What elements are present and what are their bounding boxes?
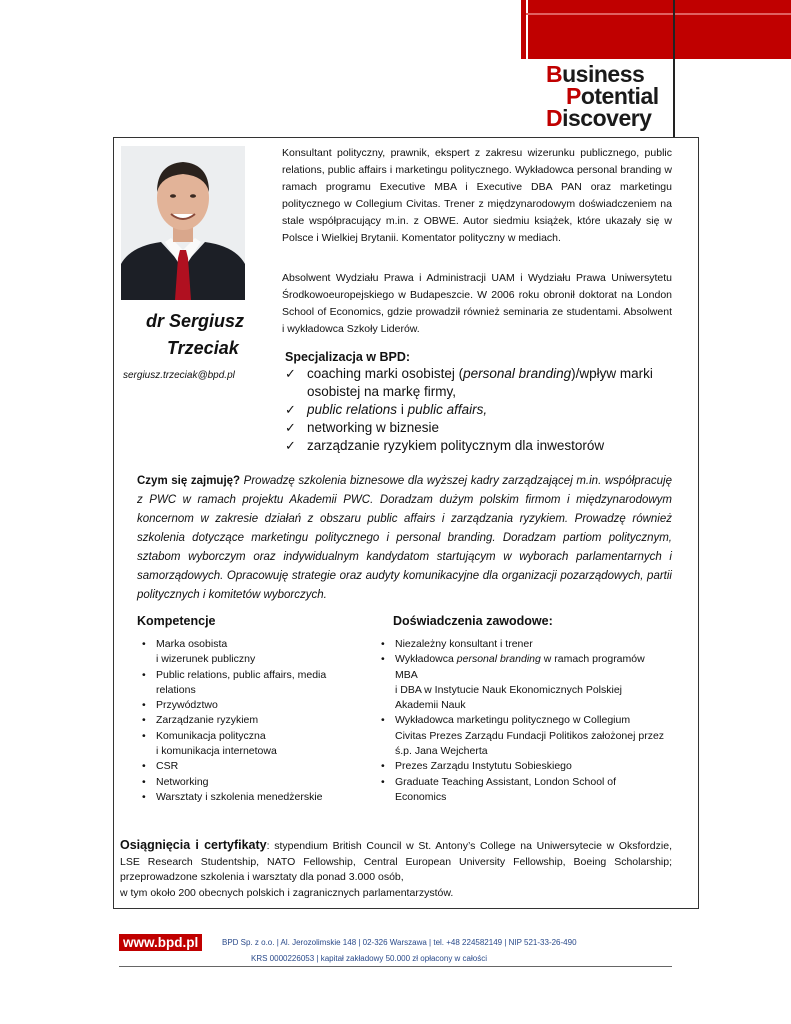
- experience-heading: Doświadczenia zawodowe:: [393, 614, 553, 628]
- competences-list: [140, 637, 360, 805]
- checkmark-icon: ✓: [285, 420, 296, 435]
- list-item: • Wykładowca personal branding w ramach programów MBA i DBA w Instytucie Nauk Ekonomicznych Polskiej Akademii Nauk: [381, 653, 645, 712]
- website-link[interactable]: www.bpd.pl: [119, 934, 202, 951]
- list-item: • Warsztaty i szkolenia menedżerskie: [142, 790, 323, 803]
- list-item: • Public relations, public affairs, media relations: [142, 668, 327, 696]
- footer-divider: [119, 966, 672, 967]
- checkmark-icon: ✓: [285, 402, 296, 417]
- person-name-line2: Trzeciak: [167, 338, 239, 358]
- achievements-heading: Osiągnięcia i certyfikaty: [120, 838, 267, 852]
- list-item: ✓ public relations i public affairs,: [285, 402, 488, 417]
- list-item: • Wykładowca marketingu politycznego w Collegium Civitas Prezes Zarządu Fundacji Politikos założonej przez ś.p. Jana Wejcherta: [381, 714, 665, 758]
- email-address[interactable]: sergiusz.trzeciak@bpd.pl: [123, 370, 235, 381]
- list-item: • Przywództwo: [142, 699, 218, 712]
- experience-list: [379, 637, 679, 805]
- header-vertical-rule: [673, 0, 675, 137]
- what-i-do-label: Czym się zajmuję?: [137, 475, 241, 487]
- competences-heading: Kompetencje: [137, 614, 216, 628]
- intro-paragraph-2: Absolwent Wydziału Prawa i Administracji UAM i Wydziału Prawa Uniwersytetu Środkowoeuropejskiego w Budapeszcie. W 2006 roku obronił doktorat na London School of Economics, gdzie prowadził również seminaria ze studentami. Absolwent i wykładowca Szkoły Liderów.: [282, 272, 672, 335]
- person-name-line1: dr Sergiusz: [146, 311, 245, 331]
- list-item: • CSR: [142, 760, 179, 773]
- list-item: ✓ coaching marki osobistej (personal branding)/wpływ marki osobistej na markę firmy,: [285, 366, 653, 399]
- header-red-bar: [521, 0, 791, 59]
- footer-registration: KRS 0000226053 | kapitał zakładowy 50.000 zł opłacony w całości: [251, 954, 487, 963]
- list-item: • Graduate Teaching Assistant, London School of Economics: [381, 775, 617, 803]
- specialization-list: [285, 365, 685, 455]
- list-item: ✓ networking w biznesie: [285, 420, 440, 435]
- what-i-do-paragraph: Czym się zajmuję? Prowadzę szkolenia biznesowe dla wyższej kadry zarządzającej m.in. współpracuję z PWC w ramach projektu Akademii PWC. Doradzam dużym polskim firmom i międzynarodowym koncernom w zakresie działań z obszaru public affairs i zarządzania ryzykiem. Prowadzę również szkolenia dotyczące marketingu politycznego i personal branding. Doradzam partiom politycznym, sztabom wyborczym oraz indywidualnym kandydatom startującym w wyborach parlamentarnych i samorządowych. Opracowuję strategie oraz audyty komunikacyjne dla organizacji pozarządowych, partii politycznych i komitetów wyborczych.: [137, 475, 672, 601]
- company-logo: Business Potential Discovery: [546, 61, 659, 131]
- list-item: • Prezes Zarządu Instytutu Sobieskiego: [381, 760, 572, 773]
- checkmark-icon: ✓: [285, 438, 296, 453]
- achievements-paragraph: Osiągnięcia i certyfikaty: stypendium British Council w St. Antony’s College na Uniwersytecie w Oksfordzie, LSE Research Studentship, NATO Fellowship, Central European University Fellowship, Boeing Scholarship; przeprowadzone szkolenia i warsztaty dla ponad 3.000 osób, w tym około 200 obecnych polskich i zagranicznych parlamentarzystów.: [120, 838, 672, 899]
- header-bar-divider: [526, 0, 528, 59]
- list-item: • Niezależny konsultant i trener: [381, 638, 533, 650]
- list-item: ✓ zarządzanie ryzykiem politycznym dla inwestorów: [285, 438, 605, 453]
- list-item: • Networking: [142, 775, 209, 788]
- intro-paragraph-1: Konsultant polityczny, prawnik, ekspert z zakresu wizerunku publicznego, public relations, public affairs i marketingu politycznego. Wykładowca personal branding w ramach programu Executive MBA i Executive DBA PAN oraz marketingu politycznego w Collegium Civitas. Trener z międzynarodowym doświadczeniem na stale współpracujący m.in. z OBWE. Autor siedmiu książek, które ukazały się w Polsce i Wielkiej Brytanii. Komentator polityczny w mediach.: [282, 147, 672, 244]
- header-bar-line: [526, 13, 791, 15]
- list-item: • Zarządzanie ryzykiem: [142, 714, 259, 727]
- list-item: • Komunikacja polityczna i komunikacja internetowa: [142, 729, 277, 758]
- specialization-heading: Specjalizacja w BPD:: [285, 350, 411, 364]
- list-item: • Marka osobista i wizerunek publiczny: [142, 638, 256, 666]
- portrait-photo: [121, 146, 245, 300]
- footer-address: BPD Sp. z o.o. | Al. Jerozolimskie 148 | 02-326 Warszawa | tel. +48 224582149 | NIP 521-33-26-490: [222, 938, 577, 947]
- checkmark-icon: ✓: [285, 366, 296, 381]
